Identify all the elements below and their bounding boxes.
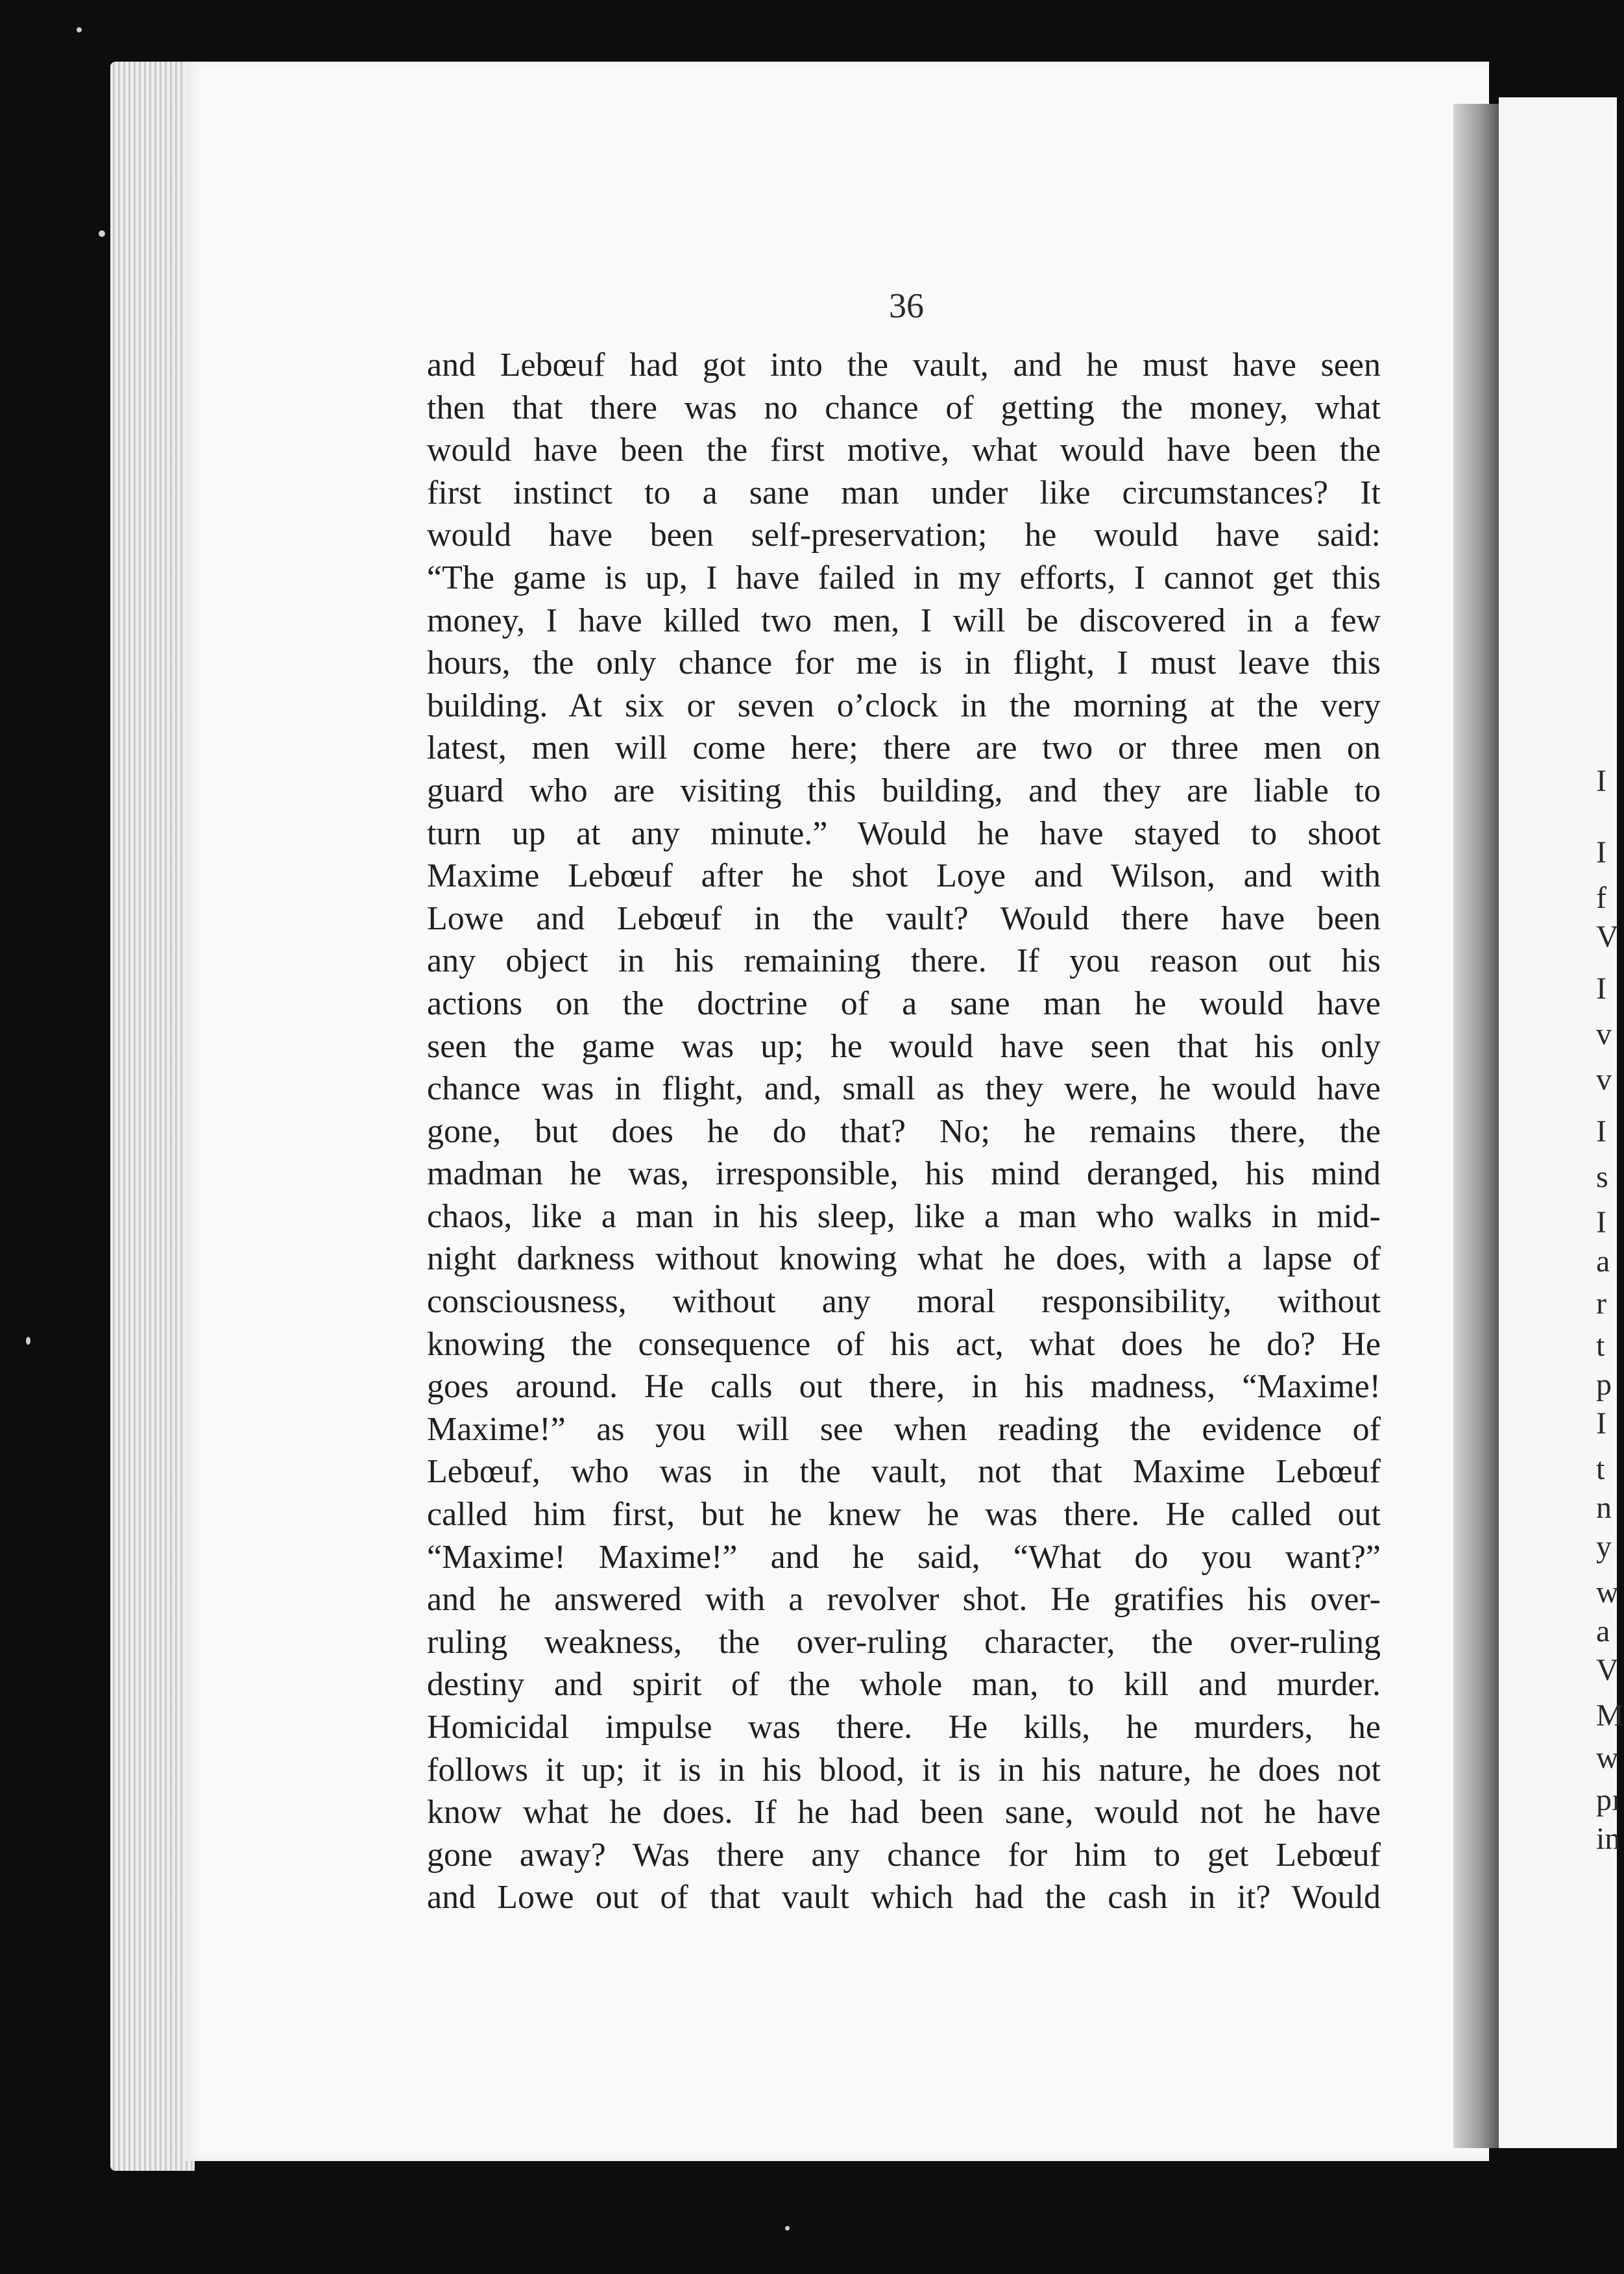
text-line: hours, the only chance for me is in flight, I must leave this <box>427 644 1381 682</box>
text-line: and Lebœuf had got into the vault, and he must have seen <box>427 347 1381 384</box>
text-line: ruling weakness, the over-ruling character, the over-ruling <box>427 1623 1381 1661</box>
facing-page-letter: r <box>1596 1286 1606 1321</box>
text-line: gone, but does he do that? No; he remains there, the <box>427 1112 1381 1150</box>
text-line: seen the game was up; he would have seen that his only <box>427 1027 1381 1065</box>
facing-page-fragment <box>1499 97 1624 2148</box>
facing-page-letter: I <box>1596 1406 1606 1441</box>
text-line: Maxime Lebœuf after he shot Loye and Wilson, and with <box>427 857 1381 895</box>
text-line: building. At six or seven o’clock in the morning at the very <box>427 687 1381 724</box>
facing-page-letter: y <box>1596 1530 1612 1564</box>
text-line: actions on the doctrine of a sane man he would have <box>427 984 1381 1022</box>
facing-page-letter: a <box>1596 1244 1610 1278</box>
facing-page-letter: w <box>1596 1741 1619 1775</box>
dust-speck <box>99 230 105 237</box>
facing-page-letter: V <box>1596 920 1619 954</box>
text-line: latest, men will come here; there are two or three men on <box>427 729 1381 767</box>
text-line: would have been self-preservation; he would have said: <box>427 517 1381 554</box>
facing-page-letter: n <box>1596 1491 1612 1525</box>
text-line: night darkness without knowing what he does, with a lapse of <box>427 1240 1381 1278</box>
text-line: called him first, but he knew he was there. He called out <box>427 1496 1381 1534</box>
facing-page-letter: s <box>1596 1160 1608 1194</box>
facing-page-letter: w <box>1596 1575 1619 1609</box>
facing-page-letter: V <box>1596 1653 1619 1687</box>
text-line: “The game is up, I have failed in my efforts, I cannot get this <box>427 559 1381 596</box>
facing-page-letter: I <box>1596 972 1606 1006</box>
text-line: would have been the first motive, what would have been the <box>427 432 1381 469</box>
facing-page-letter: v <box>1596 1062 1612 1097</box>
dust-speck <box>77 27 82 32</box>
text-line: guard who are visiting this building, and they are liable to <box>427 772 1381 809</box>
text-line: and he answered with a revolver shot. He gratifies his over- <box>427 1581 1381 1619</box>
page-number: 36 <box>889 286 924 325</box>
facing-page-letter: f <box>1596 881 1606 915</box>
text-line: then that there was no chance of getting the money, what <box>427 389 1381 426</box>
text-line: Maxime!” as you will see when reading the evidence of <box>427 1410 1381 1448</box>
text-line: chance was in flight, and, small as they were, he would have <box>427 1070 1381 1108</box>
facing-page-letter: pı <box>1596 1783 1621 1817</box>
facing-page-letter: I <box>1596 835 1606 870</box>
text-line: “Maxime! Maxime!” and he said, “What do you want?” <box>427 1538 1381 1576</box>
facing-page-letter: t <box>1596 1328 1605 1363</box>
facing-page-letter: I <box>1596 764 1606 798</box>
text-line: any object in his remaining there. If you reason out his <box>427 942 1381 980</box>
book-gutter <box>1453 104 1499 2148</box>
text-line: knowing the consequence of his act, what does he do? He <box>427 1325 1381 1363</box>
text-line: know what he does. If he had been sane, would not he have <box>427 1794 1381 1831</box>
text-line: goes around. He calls out there, in his madness, “Maxime! <box>427 1368 1381 1406</box>
text-line: first instinct to a sane man under like circumstances? It <box>427 474 1381 511</box>
facing-page-letter: p <box>1596 1367 1612 1402</box>
text-line: follows it up; it is in his blood, it is in his nature, he does not <box>427 1751 1381 1789</box>
facing-page-letter: v <box>1596 1017 1612 1051</box>
dust-speck <box>785 2226 790 2231</box>
page-stack-edges <box>110 62 195 2171</box>
facing-page-letter: I <box>1596 1205 1606 1240</box>
facing-page-letter: in <box>1596 1822 1621 1856</box>
text-line: gone away? Was there any chance for him to get Lebœuf <box>427 1836 1381 1874</box>
facing-page-letter: t <box>1596 1452 1605 1486</box>
text-line: madman he was, irresponsible, his mind deranged, his mind <box>427 1155 1381 1193</box>
text-line: chaos, like a man in his sleep, like a man who walks in mid- <box>427 1197 1381 1235</box>
text-line: Homicidal impulse was there. He kills, he murders, he <box>427 1709 1381 1746</box>
facing-page-letter: I <box>1596 1114 1606 1149</box>
dust-speck <box>26 1337 30 1345</box>
body-text <box>427 344 1381 1919</box>
text-line: money, I have killed two men, I will be discovered in a few <box>427 602 1381 639</box>
text-line: turn up at any minute.” Would he have stayed to shoot <box>427 814 1381 852</box>
text-line: destiny and spirit of the whole man, to kill and murder. <box>427 1666 1381 1704</box>
text-line: Lowe and Lebœuf in the vault? Would there have been <box>427 899 1381 937</box>
text-line: and Lowe out of that vault which had the cash in it? Would <box>427 1879 1381 1916</box>
text-line: consciousness, without any moral responsibility, without <box>427 1283 1381 1321</box>
facing-page-letter: a <box>1596 1614 1610 1648</box>
facing-page-letter: M <box>1596 1698 1624 1733</box>
text-line: Lebœuf, who was in the vault, not that Maxime Lebœuf <box>427 1453 1381 1491</box>
